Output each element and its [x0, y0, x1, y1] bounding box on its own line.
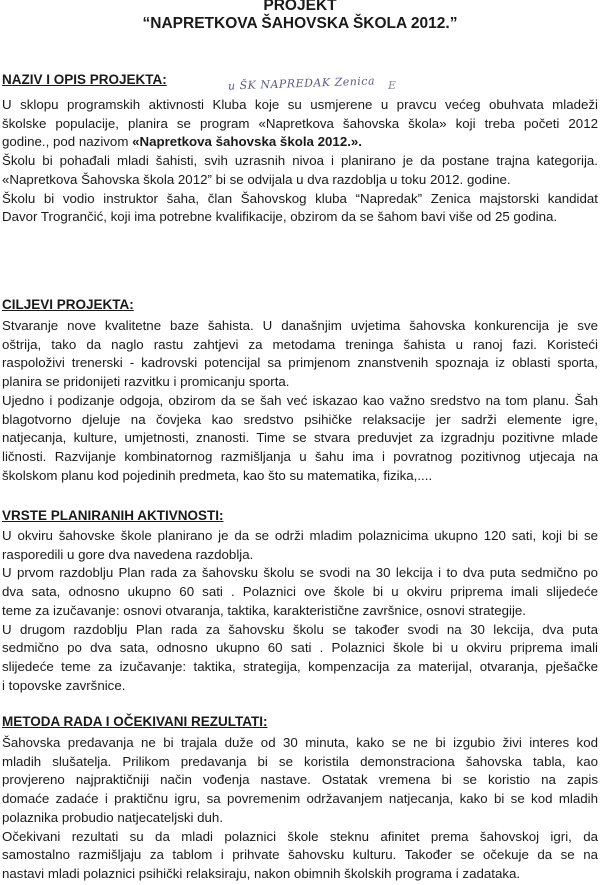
text-line: Školu bi vodio instruktor šaha, član Šahovskog kluba “Napredak” Zenica majstorski kandidat: [2, 190, 598, 206]
text-line: Šahovska predavanja ne bi trajala duže od 30 minuta, kako se ne bi izgubio živi interes kod: [2, 735, 598, 750]
text-line: nastavi mladi polaznici psihički relaksiraju, nakon obimnih školskih programa i zadataka.: [2, 865, 521, 881]
text-line: školskom planu kod pojedinih predmeta, kao što su matematika, fizika,....: [2, 467, 433, 483]
section-heading-naziv: NAZIV I OPIS PROJEKTA:: [2, 72, 167, 87]
text-line: ličnosti. Razvijanje kombinatornog razmišljanja u šahu ima i povratnog pozitivnog utjecaja na: [2, 448, 598, 464]
text-line: [2, 133, 598, 152]
section-body-naziv: [2, 96, 598, 227]
text-line: blagotvorno djeluje na čovjeka kao sredstvo psihičke relaksacije jer sadrži elemente igre,: [2, 411, 598, 427]
text-line: Školu bi pohađali mladi šahisti, svih uzrasnih nivoa i planirano je da postane trajna kategorija.: [2, 153, 598, 169]
text-line: samostalno razmišljaju za tablom i prihvate šahovsku kulturu. Također se očekuje da se na: [2, 847, 598, 863]
text-line: Očekivani rezultati su da mladi polaznici škole steknu afinitet prema šahovskoj igri, da: [2, 828, 598, 844]
section-body-metoda: [2, 734, 598, 884]
text-line: sedmično po dva sata, odnosno ukupno 60 sati . Polaznici škole bi u okviru priprema imali: [2, 640, 598, 656]
text-line: domaće zadaće i praktičnu igru, sa povremenim održavanjem natjecanja, kako bi se kod mladih: [2, 791, 598, 807]
document-title-line1: PROJEKT: [263, 0, 337, 14]
text-line: natjecanja, kulture, umjetnosti, znanosti. Time se stvara preduvjet za izgradnju pozitivne mlade: [2, 430, 598, 446]
text-line: raspoloživi trenerski - kadrovski potencijal sa primjenom znanstvenih spoznaja iz oblasti sporta,: [2, 355, 598, 371]
handwritten-annotation: u ŠK NAPREDAK Zenica: [227, 74, 376, 93]
text-line: U sklopu programskih aktivnosti Kluba koje su usmjerene u pravcu većeg obuhvata mladeži: [2, 97, 598, 112]
text-line: slijedeće teme za izučavanje: taktika, strategija, kompenzacija za materijal, otvaranja, pješačke: [2, 658, 598, 674]
text-line: školske populacije, planira se program «Napretkova šahovska škola» koji treba početi 2012: [2, 115, 598, 131]
section-heading-metoda: METODA RADA I OČEKIVANI REZULTATI:: [2, 714, 268, 729]
text-line: U prvom razdoblju Plan rada za šahovsku školu se svodi na 30 lekcija i to dva puta sedmično po: [2, 565, 598, 581]
text-line: i topovske završnice.: [2, 677, 126, 693]
text-line: rasporedili u gore dva navedena razdoblja.: [2, 546, 254, 562]
text-line: Davor Trogrančić, koji ima potrebne kvalifikacije, obzirom da se šahom bavi više od 25 godina.: [2, 209, 558, 225]
text-line: mladih slušatelja. Prilikom predavanja bi se koristila demonstraciona šahovska tabla, kao: [2, 753, 598, 769]
text-line: provjereno najpraktičniji način vođenja nastave. Ostatak vremena bi se koristio na zapis: [2, 772, 598, 788]
text-line-prefix: godine., pod nazivom: [2, 134, 133, 150]
text-line: «Napretkova Šahovska škola 2012” bi se odvijala u dva razdoblja u toku 2012. godine.: [2, 171, 511, 187]
section-body-ciljevi: [2, 317, 598, 485]
text-line: planira se pridonijeti razvitku i promicanju sporta.: [2, 374, 290, 390]
text-line: U drugom razdoblju Plan rada za šahovsku školu se također svodi na 30 lekcija, dva puta: [2, 621, 598, 637]
program-name-bold: «Napretkova šahovska škola 2012.».: [132, 134, 362, 150]
text-line: oštrija, tako da naglo rastu zahtjevi za metodama treninga šahista u ranoj fazi. Koristeći: [2, 336, 598, 352]
text-line: dva sata, odnosno ukupno 60 sati . Polaznici ove škole bi u okviru priprema imali slijedeće: [2, 584, 598, 600]
section-body-vrste: [2, 527, 598, 695]
text-line: teme za izučavanje: osnovi otvaranja, taktika, karakteristične završnice, osnovi strategije.: [2, 602, 526, 618]
section-heading-vrste: VRSTE PLANIRANIH AKTIVNOSTI:: [2, 508, 224, 523]
handwritten-mark: E: [388, 79, 397, 92]
section-heading-ciljevi: CILJEVI PROJEKTA:: [2, 297, 134, 312]
text-line: polaznika probudio natjecateljski duh.: [2, 809, 224, 825]
text-line: Stvaranje nove kvalitetne baze šahista. U današnjim uvjetima šahovska konkurencija je sve: [2, 318, 598, 333]
document-title-line2: “NAPRETKOVA ŠAHOVSKA ŠKOLA 2012.”: [142, 15, 458, 32]
text-line: U okviru šahovske škole planirano je da se održi mladim polaznicima ukupno 120 sati, koji bi se: [2, 528, 598, 543]
text-line: Ujedno i podizanje odgoja, obzirom da se šah već iskazao kao važno sredstvo na tom planu. Šah: [2, 392, 598, 408]
